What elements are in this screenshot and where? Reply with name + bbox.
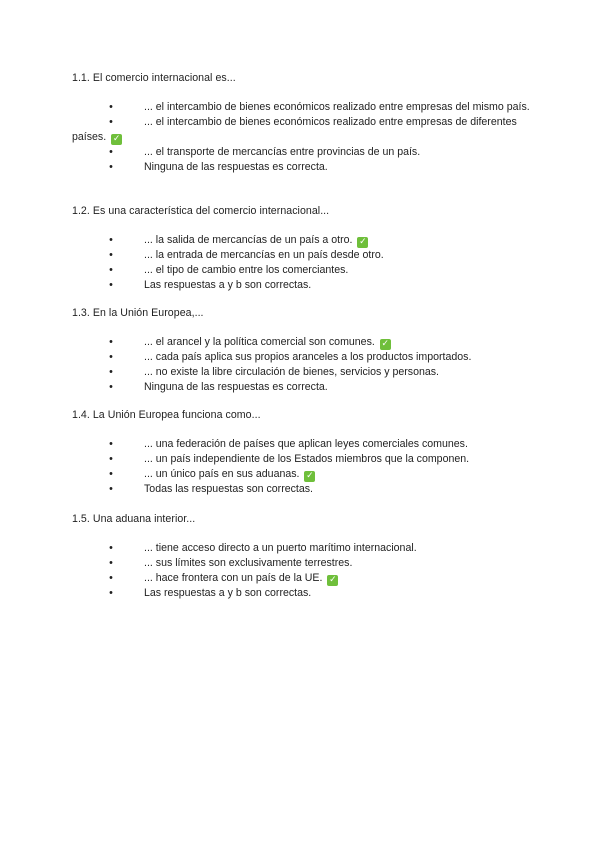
option-item (72, 556, 532, 571)
option-text: ... un país independiente de los Estados miembros que la componen. (144, 453, 470, 465)
option-text: ... no existe la libre circulación de bienes, servicios y personas. (144, 366, 440, 378)
bullet-icon: • (109, 351, 113, 363)
option-text: ... cada país aplica sus propios aranceles a los productos importados. (144, 351, 472, 363)
bullet-icon: • (109, 542, 113, 554)
bullet-icon: • (109, 468, 113, 480)
bullet-icon: • (109, 438, 113, 450)
question-1 (72, 71, 532, 175)
question-5 (72, 512, 532, 601)
option-item (72, 482, 532, 497)
option-text: ... tiene acceso directo a un puerto marítimo internacional. (144, 542, 417, 554)
bullet-icon: • (109, 116, 113, 128)
question-title: 1.4. La Unión Europea funciona como... (72, 409, 261, 421)
option-item (72, 335, 532, 350)
option-item (72, 350, 532, 365)
bullet-icon: • (109, 101, 113, 113)
bullet-icon: • (109, 381, 113, 393)
bullet-icon: • (109, 249, 113, 261)
question-3 (72, 306, 532, 395)
options-list (72, 100, 532, 175)
question-title: 1.1. El comercio internacional es... (72, 72, 236, 84)
bullet-icon: • (109, 366, 113, 378)
bullet-icon: • (109, 161, 113, 173)
bullet-icon: • (109, 279, 113, 291)
question-title: 1.3. En la Unión Europea,... (72, 307, 204, 319)
options-list (72, 335, 532, 395)
option-text: ... la entrada de mercancías en un país desde otro. (144, 249, 384, 261)
check-mark-icon: ✓ (329, 575, 337, 585)
option-text: Las respuestas a y b son correctas. (144, 279, 312, 291)
bullet-icon: • (109, 587, 113, 599)
option-text: ... el intercambio de bienes económicos realizado entre empresas del mismo país. (144, 101, 530, 113)
option-text: ... el intercambio de bienes económicos realizado entre empresas de diferentes países. (72, 116, 517, 143)
bullet-icon: • (109, 557, 113, 569)
check-mark-icon: ✓ (112, 134, 121, 144)
option-text: Las respuestas a y b son correctas. (144, 587, 312, 599)
option-item (72, 145, 532, 160)
option-text: ... el transporte de mercancías entre provincias de un país. (144, 146, 421, 158)
question-4 (72, 408, 532, 497)
option-text: ... un único país en sus aduanas. (144, 468, 300, 480)
option-item (72, 160, 532, 175)
option-item (72, 100, 532, 115)
bullet-icon: • (109, 483, 113, 495)
option-text: ... hace frontera con un país de la UE. (144, 572, 323, 584)
bullet-icon: • (109, 146, 113, 158)
option-text: Ninguna de las respuestas es correcta. (144, 161, 328, 173)
option-item (72, 263, 532, 278)
question-title: 1.2. Es una característica del comercio internacional... (72, 205, 330, 217)
question-title: 1.5. Una aduana interior... (72, 513, 196, 525)
options-list (72, 233, 532, 293)
bullet-icon: • (109, 572, 113, 584)
option-item (72, 571, 532, 586)
option-text: Todas las respuestas son correctas. (144, 483, 313, 495)
options-list (72, 541, 532, 601)
option-text: ... una federación de países que aplican leyes comerciales comunes. (144, 438, 468, 450)
check-mark-icon: ✓ (306, 471, 314, 481)
bullet-icon: • (109, 336, 113, 348)
option-text: ... el arancel y la política comercial son comunes. (144, 336, 375, 348)
option-item (72, 452, 532, 467)
option-text: ... la salida de mercancías de un país a otro. (144, 234, 353, 246)
option-text: Ninguna de las respuestas es correcta. (144, 381, 328, 393)
option-item (72, 437, 532, 452)
option-item (72, 115, 532, 145)
check-mark-icon: ✓ (359, 237, 367, 247)
question-2 (72, 204, 532, 293)
option-item (72, 467, 532, 482)
option-item (72, 586, 532, 601)
option-item (72, 365, 532, 380)
option-item (72, 541, 532, 556)
bullet-icon: • (109, 264, 113, 276)
option-item (72, 233, 532, 248)
option-item (72, 278, 532, 293)
check-mark-icon: ✓ (381, 339, 390, 349)
bullet-icon: • (109, 453, 113, 465)
option-text: ... el tipo de cambio entre los comerciantes. (144, 264, 349, 276)
bullet-icon: • (109, 234, 113, 246)
option-text: ... sus límites son exclusivamente terrestres. (144, 557, 353, 569)
options-list (72, 437, 532, 497)
option-item (72, 380, 532, 395)
option-item (72, 248, 532, 263)
